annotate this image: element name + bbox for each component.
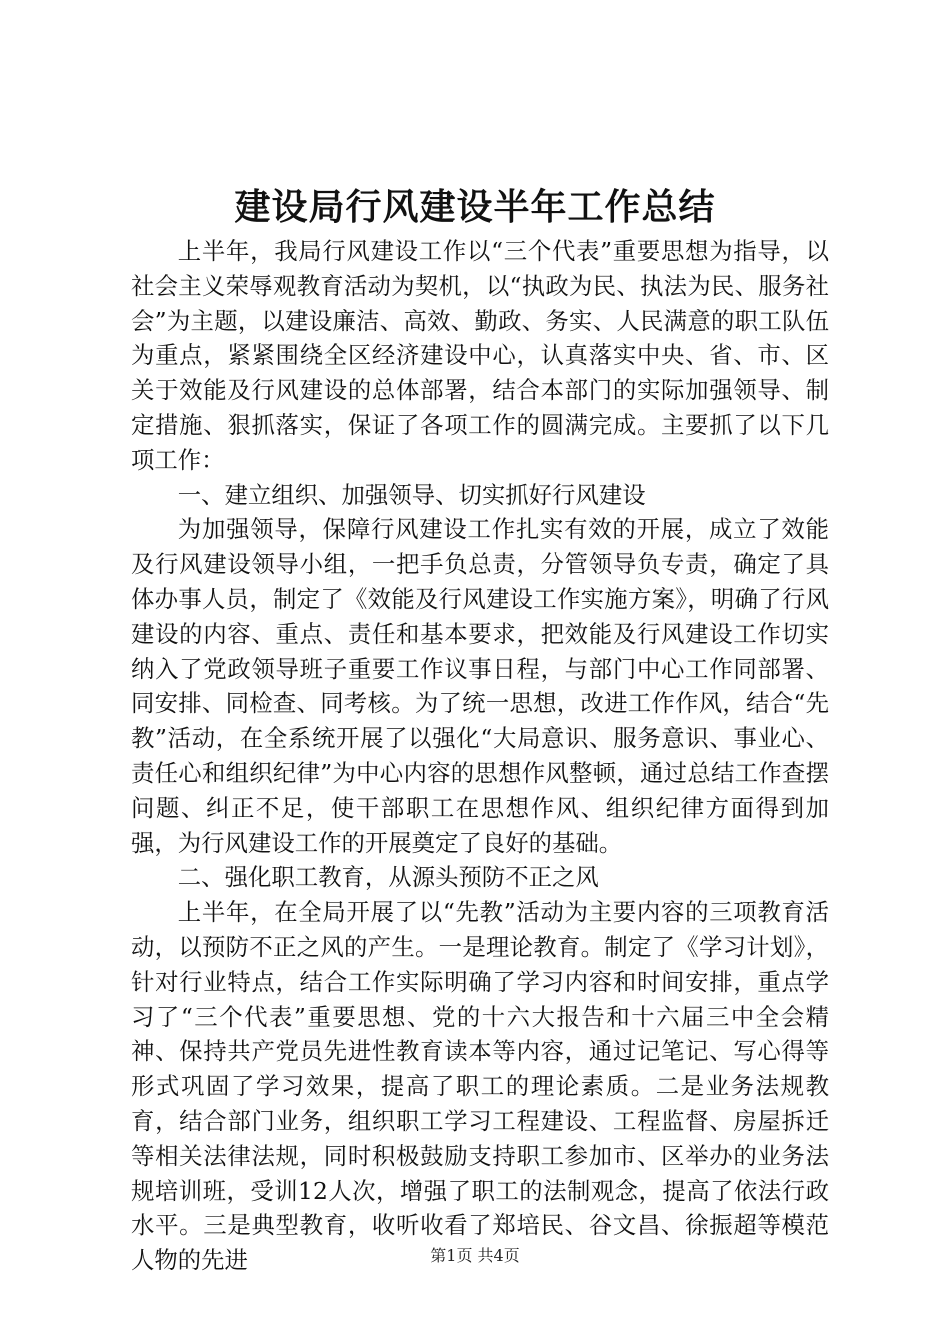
paragraph-section-1: 为加强领导，保障行风建设工作扎实有效的开展，成立了效能及行风建设领导小组，一把手负总责，分管领导负专责，确定了具体办事人员，制定了《效能及行风建设工作实施方案》，明确了行风建设的内容、重点、责任和基本要求，把效能及行风建设工作切实纳入了党政领导班子重要工作议事日程，与部门中心工作同部署、同安排、同检查、同考核。为了统一思想，改进工作作风，结合“先教”活动，在全系统开展了以强化“大局意识、服务意识、事业心、责任心和组织纪律”为中心内容的思想作风整顿，通过总结工作查摆问题、纠正不足，使干部职工在思想作风、组织纪律方面得到加强，为行风建设工作的开展奠定了良好的基础。: [131, 515, 829, 857]
section-heading-2: 二、强化职工教育，从源头预防不正之风: [177, 863, 599, 892]
paragraph-intro: 上半年，我局行风建设工作以“三个代表”重要思想为指导，以社会主义荣辱观教育活动为契机，以“执政为民、执法为民、服务社会”为主题，以建设廉洁、高效、勤政、务实、人民满意的职工队伍为重点，紧紧围绕全区经济建设中心，认真落实中央、省、市、区关于效能及行风建设的总体部署，结合本部门的实际加强领导、制定措施、狠抓落实，保证了各项工作的圆满完成。主要抓了以下几项工作：: [131, 237, 829, 474]
section-heading-1: 一、建立组织、加强领导、切实抓好行风建设: [177, 480, 646, 509]
paragraph-section-2: 上半年，在全局开展了以“先教”活动为主要内容的三项教育活动，以预防不正之风的产生。一是理论教育。制定了《学习计划》，针对行业特点，结合工作实际明确了学习内容和时间安排，重点学习了“三个代表”重要思想、党的十六大报告和十六届三中全会精神、保持共产党员先进性教育读本等内容，通过记笔记、写心得等形式巩固了学习效果，提高了职工的理论素质。二是业务法规教育，结合部门业务，组织职工学习工程建设、工程监督、房屋拆迁等相关法律法规，同时积极鼓励支持职工参加市、区举办的业务法规培训班，受训12人次，增强了职工的法制观念，提高了依法行政水平。三是典型教育，收听收看了郑培民、谷文昌、徐振超等模范人物的先进: [131, 898, 829, 1275]
document-title: 建设局行风建设半年工作总结: [234, 187, 716, 228]
page-footer: 第1页 共4页: [430, 1246, 520, 1265]
document-body: [131, 234, 829, 1278]
